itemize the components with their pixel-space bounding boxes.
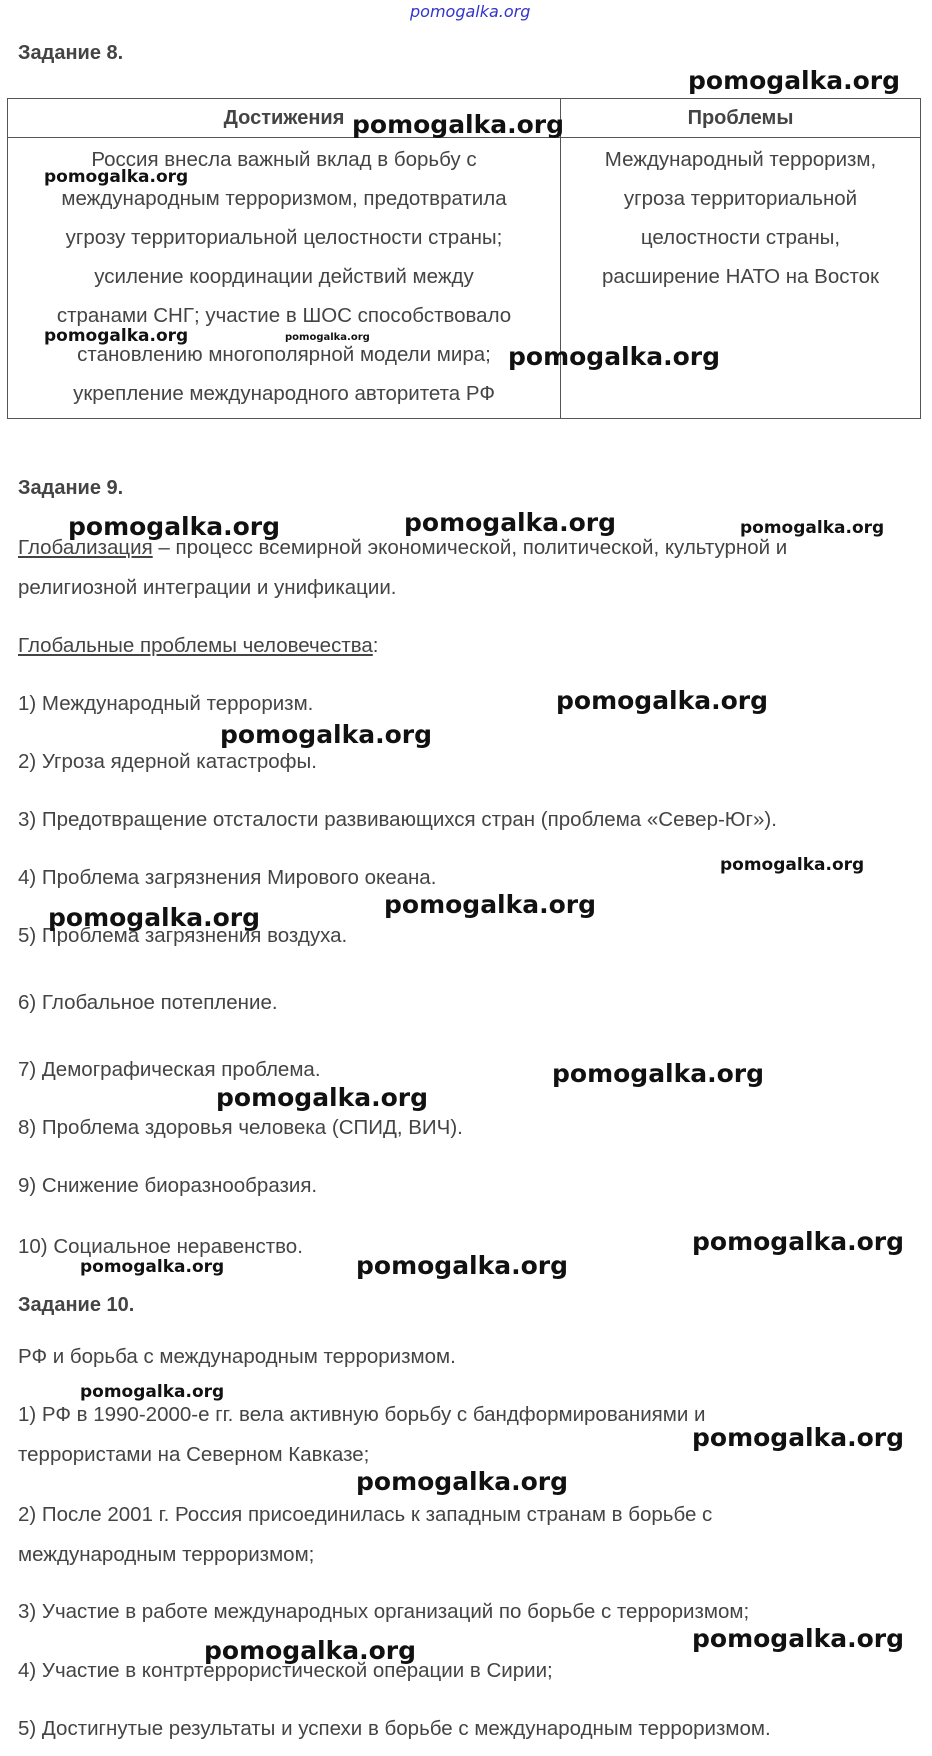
list-item: 10) Социальное неравенство. xyxy=(18,1235,303,1258)
watermark: pomogalka.org xyxy=(44,167,189,187)
achievement-line: странами СНГ; участие в ШОС способствовало xyxy=(56,304,512,327)
watermark: pomogalka.org xyxy=(720,855,865,875)
task8-heading: Задание 8. xyxy=(18,42,124,64)
watermark: pomogalka.org xyxy=(80,1257,225,1277)
list-item: 2) Угроза ядерной катастрофы. xyxy=(18,750,317,773)
watermark: pomogalka.org xyxy=(68,512,281,541)
watermark: pomogalka.org xyxy=(692,1227,905,1256)
task10-line: 5) Достигнутые результаты и успехи в борьбе с международным терроризмом. xyxy=(18,1717,771,1740)
watermark: pomogalka.org xyxy=(220,720,433,749)
list-item: 6) Глобальное потепление. xyxy=(18,991,278,1014)
watermark: pomogalka.org xyxy=(352,110,565,139)
watermark: pomogalka.org xyxy=(48,903,261,932)
problem-line: Международный терроризм, xyxy=(604,148,877,171)
problem-line: угроза территориальной xyxy=(623,187,858,210)
task8-table xyxy=(7,98,921,419)
watermark: pomogalka.org xyxy=(556,686,769,715)
task10-line: 3) Участие в работе международных организаций по борьбе с терроризмом; xyxy=(18,1600,750,1623)
list-item: 4) Проблема загрязнения Мирового океана. xyxy=(18,866,437,889)
list-item: 9) Снижение биоразнообразия. xyxy=(18,1174,318,1197)
problem-line: целостности страны, xyxy=(640,226,841,249)
achievement-line: угрозу территориальной целостности страны; xyxy=(65,226,503,249)
watermark: pomogalka.org xyxy=(688,66,901,95)
list-item: 7) Демографическая проблема. xyxy=(18,1058,321,1081)
task10-line: террористами на Северном Кавказе; xyxy=(18,1443,370,1466)
task10-line: 4) Участие в контртеррористической операции в Сирии; xyxy=(18,1659,553,1682)
achievement-line: Россия внесла важный вклад в борьбу с xyxy=(91,148,477,171)
watermark: pomogalka.org xyxy=(384,890,597,919)
achievement-line: становлению многополярной модели мира; xyxy=(77,343,491,366)
globalization-term: Глобализация xyxy=(18,536,153,559)
task9-heading: Задание 9. xyxy=(18,477,124,499)
watermark: pomogalka.org xyxy=(508,342,721,371)
table-header-problems: Проблемы xyxy=(561,99,921,138)
task10-intro: РФ и борьба с международным терроризмом. xyxy=(18,1345,456,1368)
achievement-line: усиление координации действий между xyxy=(94,265,474,288)
problem-line: расширение НАТО на Восток xyxy=(601,265,879,288)
task10-line: 1) РФ в 1990-2000-е гг. вела активную борьбу с бандформированиями и xyxy=(18,1403,706,1426)
watermark: pomogalka.org xyxy=(204,1636,417,1665)
watermark: pomogalka.org xyxy=(80,1382,225,1402)
watermark: pomogalka.org xyxy=(356,1251,569,1280)
list-item: 8) Проблема здоровья человека (СПИД, ВИЧ). xyxy=(18,1116,463,1139)
achievement-line: международным терроризмом, предотвратила xyxy=(61,187,507,210)
watermark: pomogalka.org xyxy=(216,1083,429,1112)
definition-line-2: религиозной интеграции и унификации. xyxy=(18,576,397,599)
watermark: pomogalka.org xyxy=(285,332,370,343)
task10-line: 2) После 2001 г. Россия присоединилась к западным странам в борьбе с xyxy=(18,1503,713,1526)
watermark: pomogalka.org xyxy=(692,1624,905,1653)
achievement-line: укрепление международного авторитета РФ xyxy=(73,382,495,405)
watermark: pomogalka.org xyxy=(44,326,189,346)
global-problems-title: Глобальные проблемы человечества: xyxy=(18,634,379,657)
watermark: pomogalka.org xyxy=(692,1423,905,1452)
definition-text: – процесс всемирной экономической, политической, культурной и xyxy=(152,536,788,559)
watermark: pomogalka.org xyxy=(404,508,617,537)
watermark: pomogalka.org xyxy=(552,1059,765,1088)
list-item: 5) Проблема загрязнения воздуха. xyxy=(18,924,348,947)
watermark: pomogalka.org xyxy=(356,1467,569,1496)
table-header-achievements: Достижения xyxy=(8,99,561,138)
list-item: 1) Международный терроризм. xyxy=(18,692,314,715)
list-item: 3) Предотвращение отсталости развивающихся стран (проблема «Север-Юг»). xyxy=(18,808,777,831)
task10-line: международным терроризмом; xyxy=(18,1543,315,1566)
table-cell-problems xyxy=(561,138,921,419)
watermark-top: pomogalka.org xyxy=(410,2,531,21)
watermark: pomogalka.org xyxy=(740,518,885,538)
task10-heading: Задание 10. xyxy=(18,1294,135,1316)
